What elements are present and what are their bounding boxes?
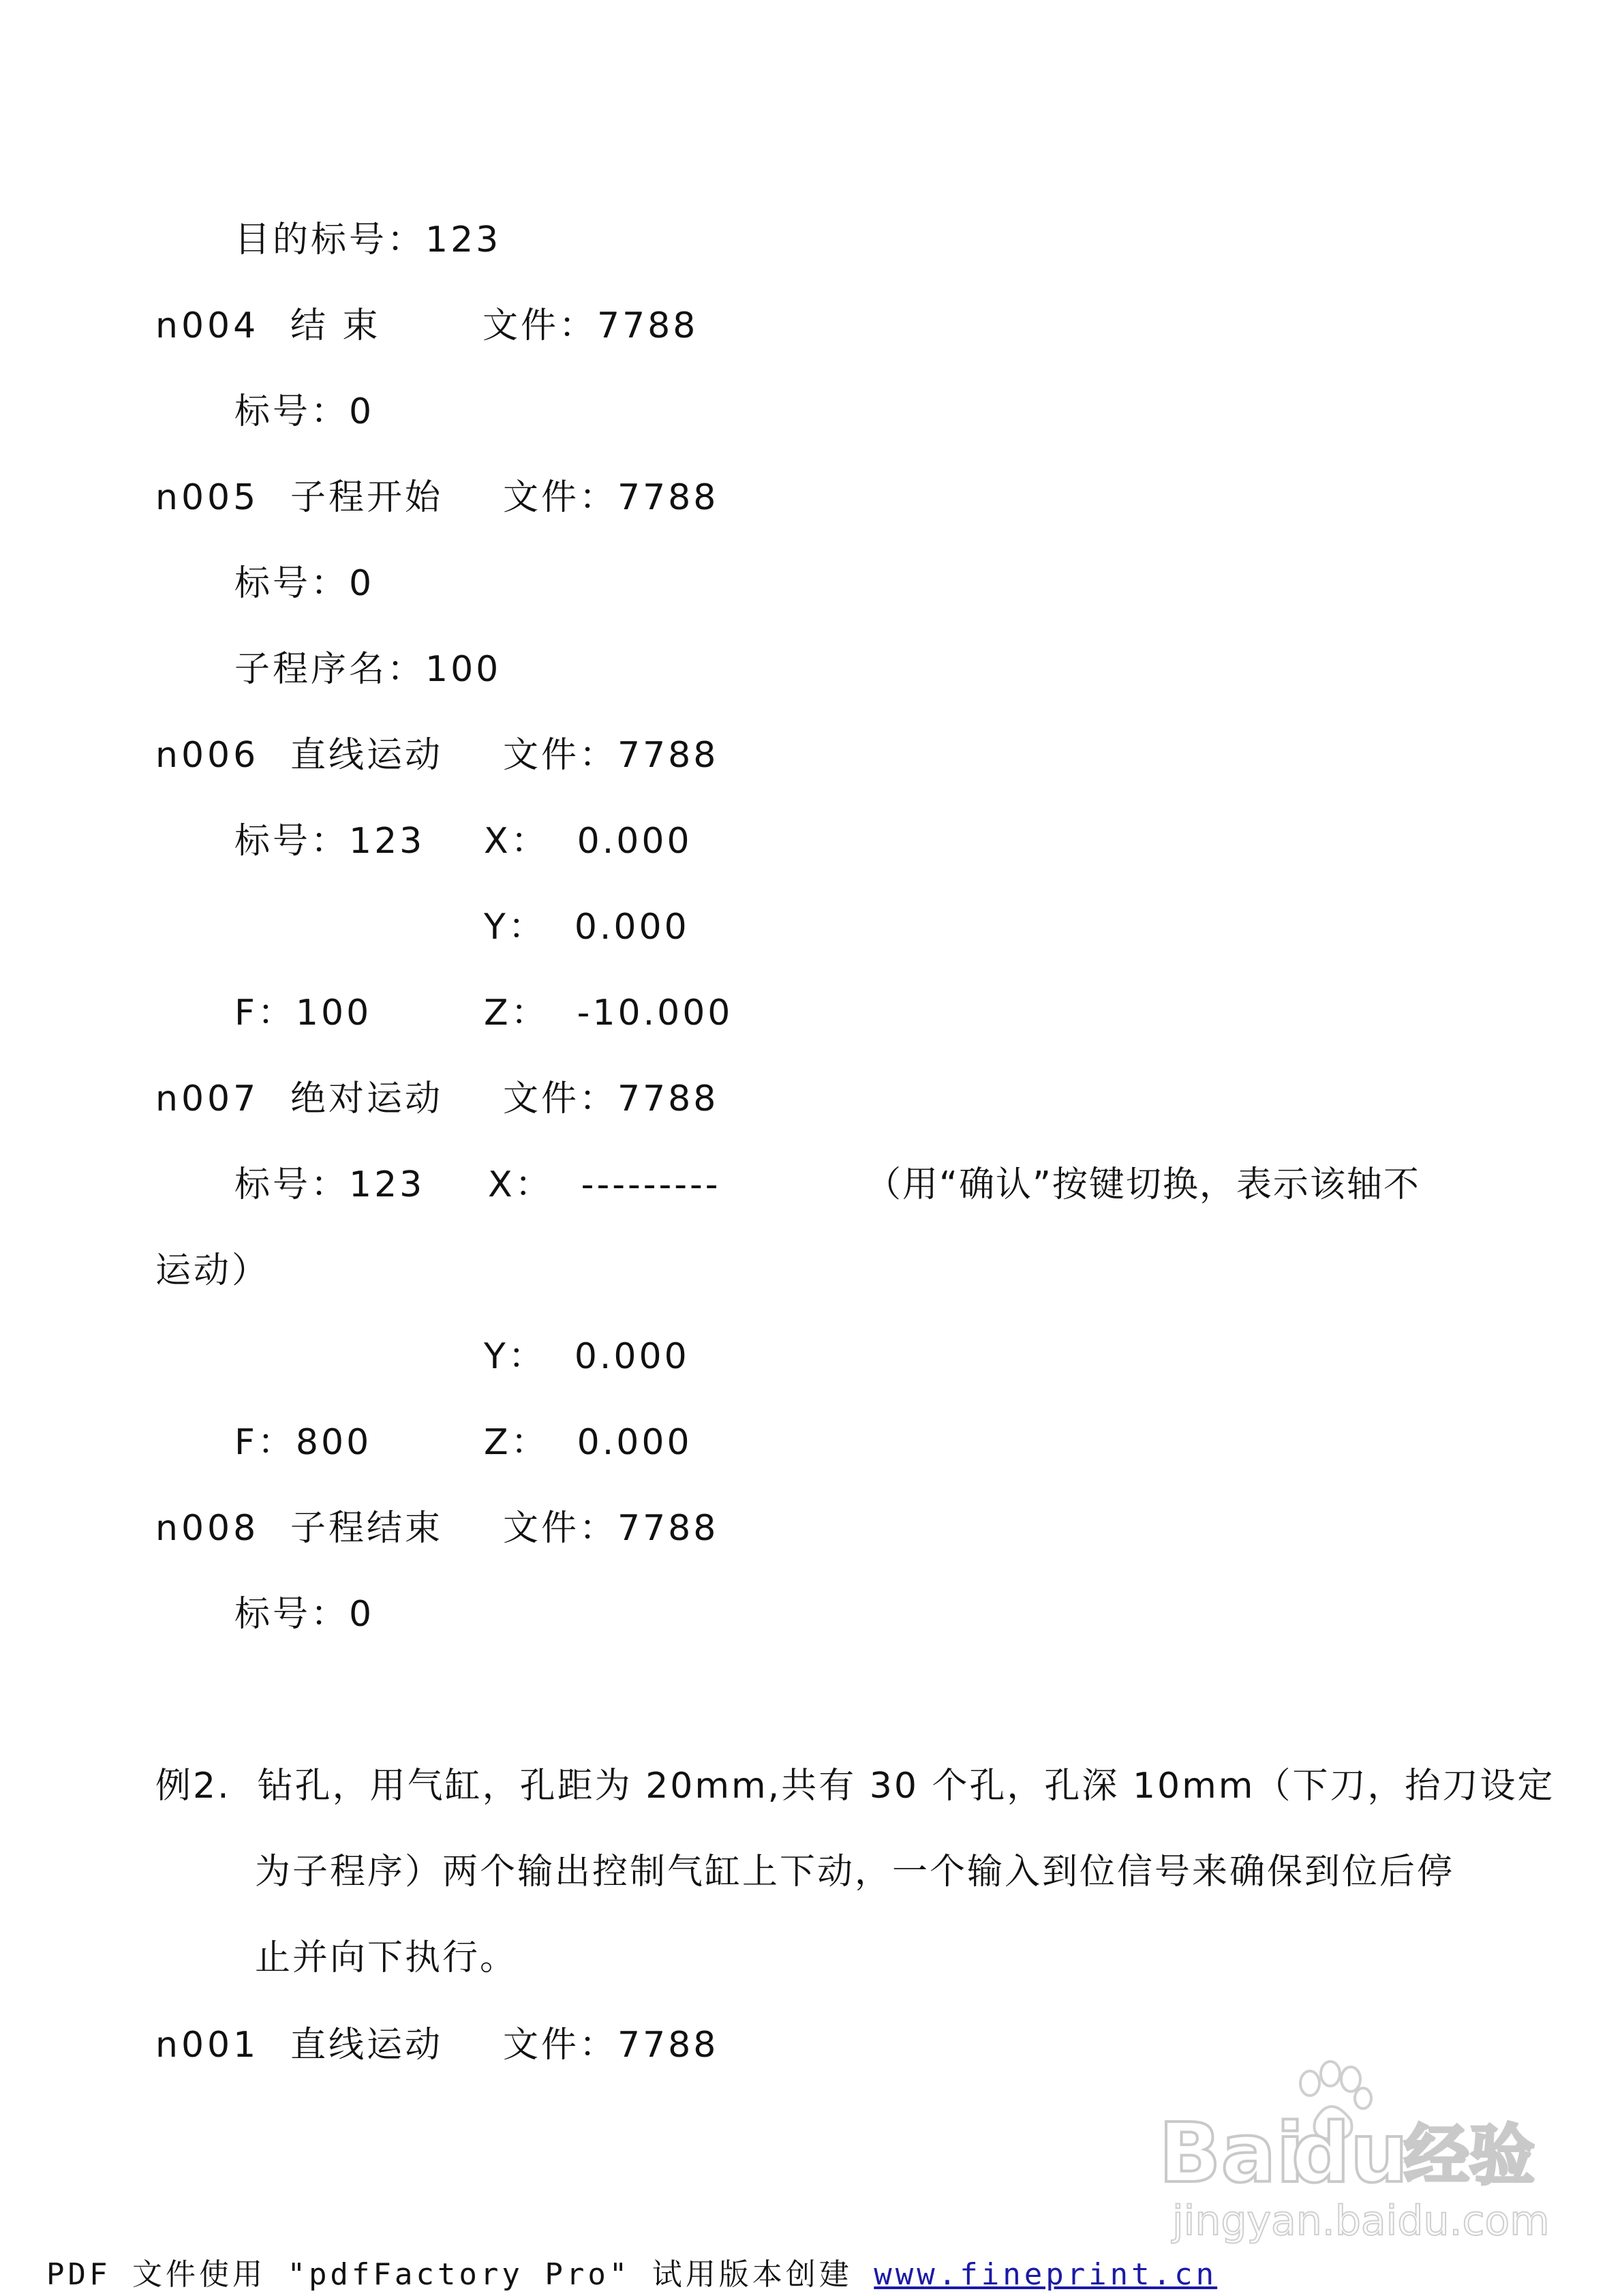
example-paragraph: 例2. 钻孔，用气缸，孔距为 20mm,共有 30 个孔，孔深 10mm（下刀，抬刀设定 — [155, 1766, 1555, 1807]
step-file: 文件：7788 — [503, 1508, 719, 1549]
step-file: 文件：7788 — [503, 2025, 719, 2066]
line-target-label: 目的标号：123 — [234, 220, 502, 260]
axis-x-value: X： 0.000 — [484, 821, 692, 862]
step-number: n004 — [155, 305, 260, 346]
example-paragraph: 为子程序）两个输出控制气缸上下动，一个输入到位信号来确保到位后停 — [255, 1852, 1455, 1892]
step-number: n001 — [155, 2025, 260, 2066]
watermark-brand-2: du — [1291, 2106, 1409, 2201]
step-number: n005 — [155, 477, 260, 518]
step-file: 文件：7788 — [503, 477, 719, 518]
line-label: 标号：123 — [234, 1164, 425, 1205]
feed-rate: F：800 — [234, 1422, 372, 1463]
step-command: 绝对运动 — [290, 1078, 444, 1119]
watermark-url: jingyan.baidu.com — [1172, 2197, 1550, 2245]
line-label: 标号：0 — [234, 391, 375, 432]
footer-text: PDF 文件使用 "pdfFactory Pro" 试用版本创建 — [46, 2257, 874, 2292]
step-file: 文件：7788 — [483, 305, 699, 346]
line-label: 标号：0 — [234, 1594, 375, 1635]
axis-z-value: Z： -10.000 — [484, 993, 733, 1033]
line-label: 标号：0 — [234, 563, 375, 604]
axis-x-value: X： --------- — [488, 1164, 721, 1205]
note-text: 运动） — [155, 1250, 271, 1291]
step-file: 文件：7788 — [503, 735, 719, 776]
step-command: 直线运动 — [290, 735, 444, 776]
line-subprogram-name: 子程序名：100 — [234, 649, 502, 690]
step-command: 子程开始 — [290, 477, 444, 518]
axis-z-value: Z： 0.000 — [484, 1422, 692, 1463]
axis-y-value: Y： 0.000 — [484, 907, 690, 948]
baidu-jingyan-watermark — [1152, 2059, 1554, 2250]
step-number: n007 — [155, 1078, 260, 1119]
watermark-brand: Bai — [1159, 2106, 1304, 2201]
note-text: （用“确认”按键切换，表示该轴不 — [866, 1164, 1420, 1205]
line-label: 标号：123 — [234, 821, 425, 862]
step-command: 子程结束 — [290, 1508, 444, 1549]
axis-y-value: Y： 0.000 — [484, 1336, 690, 1377]
step-command: 结 束 — [290, 305, 381, 346]
fineprint-link[interactable]: www.fineprint.cn — [874, 2257, 1218, 2292]
watermark-suffix: 经验 — [1404, 2117, 1535, 2194]
step-file: 文件：7788 — [503, 1078, 719, 1119]
feed-rate: F：100 — [234, 993, 372, 1033]
step-number: n006 — [155, 735, 260, 776]
step-command: 直线运动 — [290, 2025, 444, 2066]
example-paragraph: 止并向下执行。 — [255, 1937, 518, 1978]
step-number: n008 — [155, 1508, 260, 1549]
pdf-footer — [46, 2250, 1217, 2293]
